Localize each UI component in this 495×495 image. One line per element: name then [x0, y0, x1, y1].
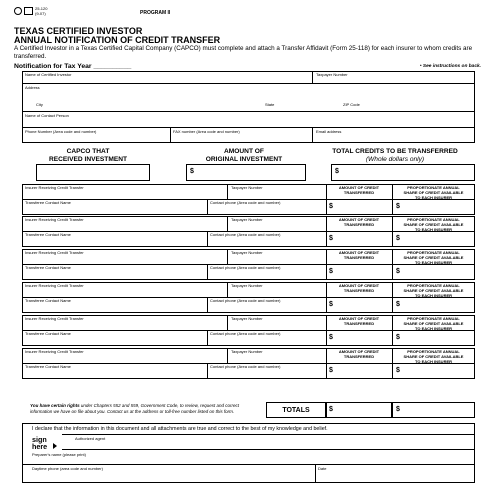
- daytime-phone-field[interactable]: Daytime phone (area code and number): [32, 466, 103, 471]
- share-credit-input[interactable]: [403, 364, 473, 378]
- share-credit-input[interactable]: [403, 331, 473, 345]
- amount-header: [183, 148, 305, 163]
- totals-amount-input[interactable]: [326, 402, 392, 418]
- amount-credit-dollar: $: [329, 367, 333, 374]
- insurer-vdiv-a-4: [227, 282, 228, 297]
- insurer-vdiv-a-6: [227, 348, 228, 363]
- proportionate-share-label-line3: TO EACH INSURER: [414, 227, 453, 232]
- rights-bold: You have certain rights: [30, 403, 80, 408]
- insurer-vdiv-b-6: [207, 363, 208, 379]
- proportionate-share-label-line3: TO EACH INSURER: [414, 359, 453, 364]
- insurer-name-field[interactable]: Insurer Receiving Credit Transfer: [25, 349, 84, 354]
- insurer-vdiv-b-5: [207, 330, 208, 346]
- investor-name-field[interactable]: Name of Certified Investor: [25, 72, 72, 77]
- insurer-name-field[interactable]: Insurer Receiving Credit Transfer: [25, 316, 84, 321]
- share-credit-dollar: $: [396, 268, 400, 275]
- amount-credit-input[interactable]: [336, 265, 390, 279]
- amount-credit-dollar: $: [329, 301, 333, 308]
- insurer-vdiv-b-2: [207, 231, 208, 247]
- amount-credit-dollar: $: [329, 235, 333, 242]
- insurer-name-field[interactable]: Insurer Receiving Credit Transfer: [25, 185, 84, 190]
- totals-amount-dollar: $: [329, 406, 333, 413]
- insurer-vdiv-a-5: [227, 315, 228, 330]
- amount-credit-label-line2: TRANSFERRED: [343, 288, 375, 293]
- amount-credit-dollar: $: [329, 268, 333, 275]
- amount-credit-label-line2: TRANSFERRED: [343, 222, 375, 227]
- amount-credit-label: [326, 283, 392, 293]
- form-title-line2: ANNUAL NOTIFICATION OF CREDIT TRANSFER: [14, 35, 221, 45]
- proportionate-share-label: [392, 316, 475, 331]
- signature-date-field[interactable]: Date: [318, 466, 327, 471]
- amount-credit-label: [326, 316, 392, 326]
- amount-credit-label: [326, 349, 392, 359]
- total-credits-sub: (Whole dollars only): [365, 155, 425, 163]
- proportionate-share-label-line3: TO EACH INSURER: [414, 293, 453, 298]
- amount-credit-input[interactable]: [336, 200, 390, 214]
- phone-field[interactable]: Phone Number (Area code and number): [25, 129, 97, 134]
- program-label: PROGRAM II: [140, 10, 171, 16]
- here-word: here: [32, 442, 48, 452]
- totals-share-dollar: $: [396, 406, 400, 413]
- proportionate-share-label: [392, 283, 475, 298]
- proportionate-share-label-line1: PROPORTIONATE ANNUAL: [407, 349, 460, 354]
- insurer-taxpayer-field[interactable]: Taxpayer Number: [231, 217, 263, 222]
- insurer-vdiv-a-3: [227, 249, 228, 264]
- insurer-vdiv-b-1: [207, 199, 208, 215]
- amount-header-line1: AMOUNT OF: [224, 148, 264, 155]
- share-credit-dollar: $: [396, 334, 400, 341]
- amount-credit-label: [326, 250, 392, 260]
- city-label: City: [36, 102, 43, 107]
- insurer-name-field[interactable]: Insurer Receiving Credit Transfer: [25, 283, 84, 288]
- share-credit-dollar: $: [396, 235, 400, 242]
- fax-field[interactable]: FAX number (Area code and number): [173, 129, 240, 134]
- contact-phone-field[interactable]: Contact phone (Area code and number): [210, 265, 281, 270]
- amount-credit-label: [326, 185, 392, 195]
- insurer-vdiv-b-3: [207, 264, 208, 280]
- share-credit-dollar: $: [396, 203, 400, 210]
- sign-here-label: [32, 436, 47, 451]
- capco-header-line1: CAPCO THAT: [66, 148, 110, 155]
- proportionate-share-label-line2: SHARE OF CREDIT AVAILABLE: [403, 321, 464, 326]
- insurer-taxpayer-field[interactable]: Taxpayer Number: [231, 283, 263, 288]
- state-label: State: [265, 102, 275, 107]
- insurer-vdiv-a-2: [227, 216, 228, 231]
- insurer-vdiv-a-1: [227, 184, 228, 199]
- share-credit-dollar: $: [396, 301, 400, 308]
- capco-header: [28, 148, 148, 163]
- transferee-contact-field[interactable]: Transferee Contact Name: [25, 298, 71, 303]
- share-credit-input[interactable]: [403, 200, 473, 214]
- proportionate-share-label-line1: PROPORTIONATE ANNUAL: [407, 185, 460, 190]
- insurer-taxpayer-field[interactable]: Taxpayer Number: [231, 250, 263, 255]
- share-credit-input[interactable]: [403, 298, 473, 312]
- investment-dollar: $: [190, 168, 194, 175]
- insurer-taxpayer-field[interactable]: Taxpayer Number: [231, 316, 263, 321]
- preparer-name-field[interactable]: Preparer's name (please print): [32, 452, 86, 457]
- amount-credit-input[interactable]: [336, 364, 390, 378]
- amount-credit-label: [326, 217, 392, 227]
- proportionate-share-label: [392, 250, 475, 265]
- amount-credit-label-line1: AMOUNT OF CREDIT: [338, 185, 380, 190]
- share-credit-input[interactable]: [403, 232, 473, 246]
- proportionate-share-label-line2: SHARE OF CREDIT AVAILABLE: [403, 354, 464, 359]
- form-revision: (9-07): [35, 11, 46, 16]
- totals-label: TOTALS: [282, 407, 310, 414]
- sign-word: sign: [32, 435, 47, 444]
- transferee-contact-field[interactable]: Transferee Contact Name: [25, 331, 71, 336]
- amount-credit-label-line2: TRANSFERRED: [343, 190, 375, 195]
- proportionate-share-label-line2: SHARE OF CREDIT AVAILABLE: [403, 288, 464, 293]
- contact-phone-field[interactable]: Contact phone (Area code and number): [210, 364, 281, 369]
- amount-credit-label-line1: AMOUNT OF CREDIT: [338, 217, 380, 222]
- totals-share-input[interactable]: [392, 402, 475, 418]
- rights-text: under Chapters 552 and 559, Government Code, to review, request and correct information we have on file about you. Contact us at the address or toll-free number listed on this form.: [30, 403, 239, 414]
- proportionate-share-label-line2: SHARE OF CREDIT AVAILABLE: [403, 255, 464, 260]
- form-number: 25-120: [35, 6, 48, 11]
- amount-credit-input[interactable]: [336, 298, 390, 312]
- proportionate-share-label-line3: TO EACH INSURER: [414, 326, 453, 331]
- instructions-note: • See instructions on back.: [419, 64, 481, 69]
- amount-credit-label-line2: TRANSFERRED: [343, 321, 375, 326]
- contact-phone-field[interactable]: Contact phone (Area code and number): [210, 232, 281, 237]
- insurer-name-field[interactable]: Insurer Receiving Credit Transfer: [25, 250, 84, 255]
- total-credits-header: [315, 148, 475, 163]
- signature-box: [22, 423, 475, 483]
- transferee-contact-field[interactable]: Transferee Contact Name: [25, 364, 71, 369]
- total-credits-title: TOTAL CREDITS TO BE TRANSFERRED: [332, 148, 458, 155]
- contact-person-field[interactable]: Name of Contact Person: [25, 113, 69, 118]
- amount-credit-input[interactable]: [336, 232, 390, 246]
- proportionate-share-label-line1: PROPORTIONATE ANNUAL: [407, 283, 460, 288]
- proportionate-share-label: [392, 185, 475, 200]
- amount-credit-dollar: $: [329, 203, 333, 210]
- contact-phone-field[interactable]: Contact phone (Area code and number): [210, 200, 281, 205]
- amount-credit-input[interactable]: [336, 331, 390, 345]
- form-title-line1: TEXAS CERTIFIED INVESTOR: [14, 26, 143, 36]
- share-credit-input[interactable]: [403, 265, 473, 279]
- amount-credit-label-line2: TRANSFERRED: [343, 354, 375, 359]
- proportionate-share-label-line2: SHARE OF CREDIT AVAILABLE: [403, 190, 464, 195]
- insurer-taxpayer-field[interactable]: Taxpayer Number: [231, 185, 263, 190]
- form-description: A Certified Investor in a Texas Certified Capital Company (CAPCO) must complete and attach a Transfer Affidavit (Form 25-118) for each insurer to whom credits are transferred.: [14, 45, 473, 60]
- transferee-contact-field[interactable]: Transferee Contact Name: [25, 265, 71, 270]
- proportionate-share-label-line3: TO EACH INSURER: [414, 260, 453, 265]
- comptroller-logo: [24, 7, 33, 15]
- address-field[interactable]: Address: [25, 85, 40, 90]
- amount-credit-label-line1: AMOUNT OF CREDIT: [338, 283, 380, 288]
- authorized-agent-field[interactable]: Authorized agent: [75, 436, 106, 441]
- amount-credit-label-line1: AMOUNT OF CREDIT: [338, 316, 380, 321]
- transferee-contact-field[interactable]: Transferee Contact Name: [25, 232, 71, 237]
- contact-phone-field[interactable]: Contact phone (Area code and number): [210, 331, 281, 336]
- capco-header-line2: RECEIVED INVESTMENT: [48, 155, 128, 163]
- contact-phone-field[interactable]: Contact phone (Area code and number): [210, 298, 281, 303]
- transferee-contact-field[interactable]: Transferee Contact Name: [25, 200, 71, 205]
- original-investment-input[interactable]: [186, 164, 306, 181]
- total-credits-input[interactable]: [331, 164, 475, 181]
- capco-input[interactable]: [36, 164, 150, 181]
- amount-credit-label-line1: AMOUNT OF CREDIT: [338, 250, 380, 255]
- proportionate-share-label-line1: PROPORTIONATE ANNUAL: [407, 316, 460, 321]
- amount-credit-label-line1: AMOUNT OF CREDIT: [338, 349, 380, 354]
- notification-label-text: Notification for Tax Year: [14, 63, 92, 70]
- email-field[interactable]: Email address: [316, 129, 342, 134]
- proportionate-share-label-line2: SHARE OF CREDIT AVAILABLE: [403, 222, 464, 227]
- insurer-name-field[interactable]: Insurer Receiving Credit Transfer: [25, 217, 84, 222]
- zip-label: ZIP Code: [343, 102, 360, 107]
- proportionate-share-label-line1: PROPORTIONATE ANNUAL: [407, 250, 460, 255]
- total-dollar: $: [335, 168, 339, 175]
- insurer-taxpayer-field[interactable]: Taxpayer Number: [231, 349, 263, 354]
- investor-taxpayer-field[interactable]: Taxpayer Number: [316, 72, 348, 77]
- share-credit-dollar: $: [396, 367, 400, 374]
- proportionate-share-label-line1: PROPORTIONATE ANNUAL: [407, 217, 460, 222]
- proportionate-share-label-line3: TO EACH INSURER: [414, 195, 453, 200]
- amount-credit-label-line2: TRANSFERRED: [343, 255, 375, 260]
- declaration-text: I declare that the information in this document and all attachments are true and correct to the best of my knowledge and belief.: [32, 426, 328, 432]
- proportionate-share-label: [392, 349, 475, 364]
- notification-tax-year-label: [14, 63, 131, 71]
- texas-seal-logo: [14, 7, 22, 15]
- sign-arrow-icon: [53, 443, 57, 449]
- rights-notice: [30, 403, 246, 414]
- amount-credit-dollar: $: [329, 334, 333, 341]
- tax-year-blank: __________: [93, 63, 132, 70]
- amount-header-line2: ORIGINAL INVESTMENT: [205, 155, 283, 163]
- proportionate-share-label: [392, 217, 475, 232]
- insurer-vdiv-b-4: [207, 297, 208, 313]
